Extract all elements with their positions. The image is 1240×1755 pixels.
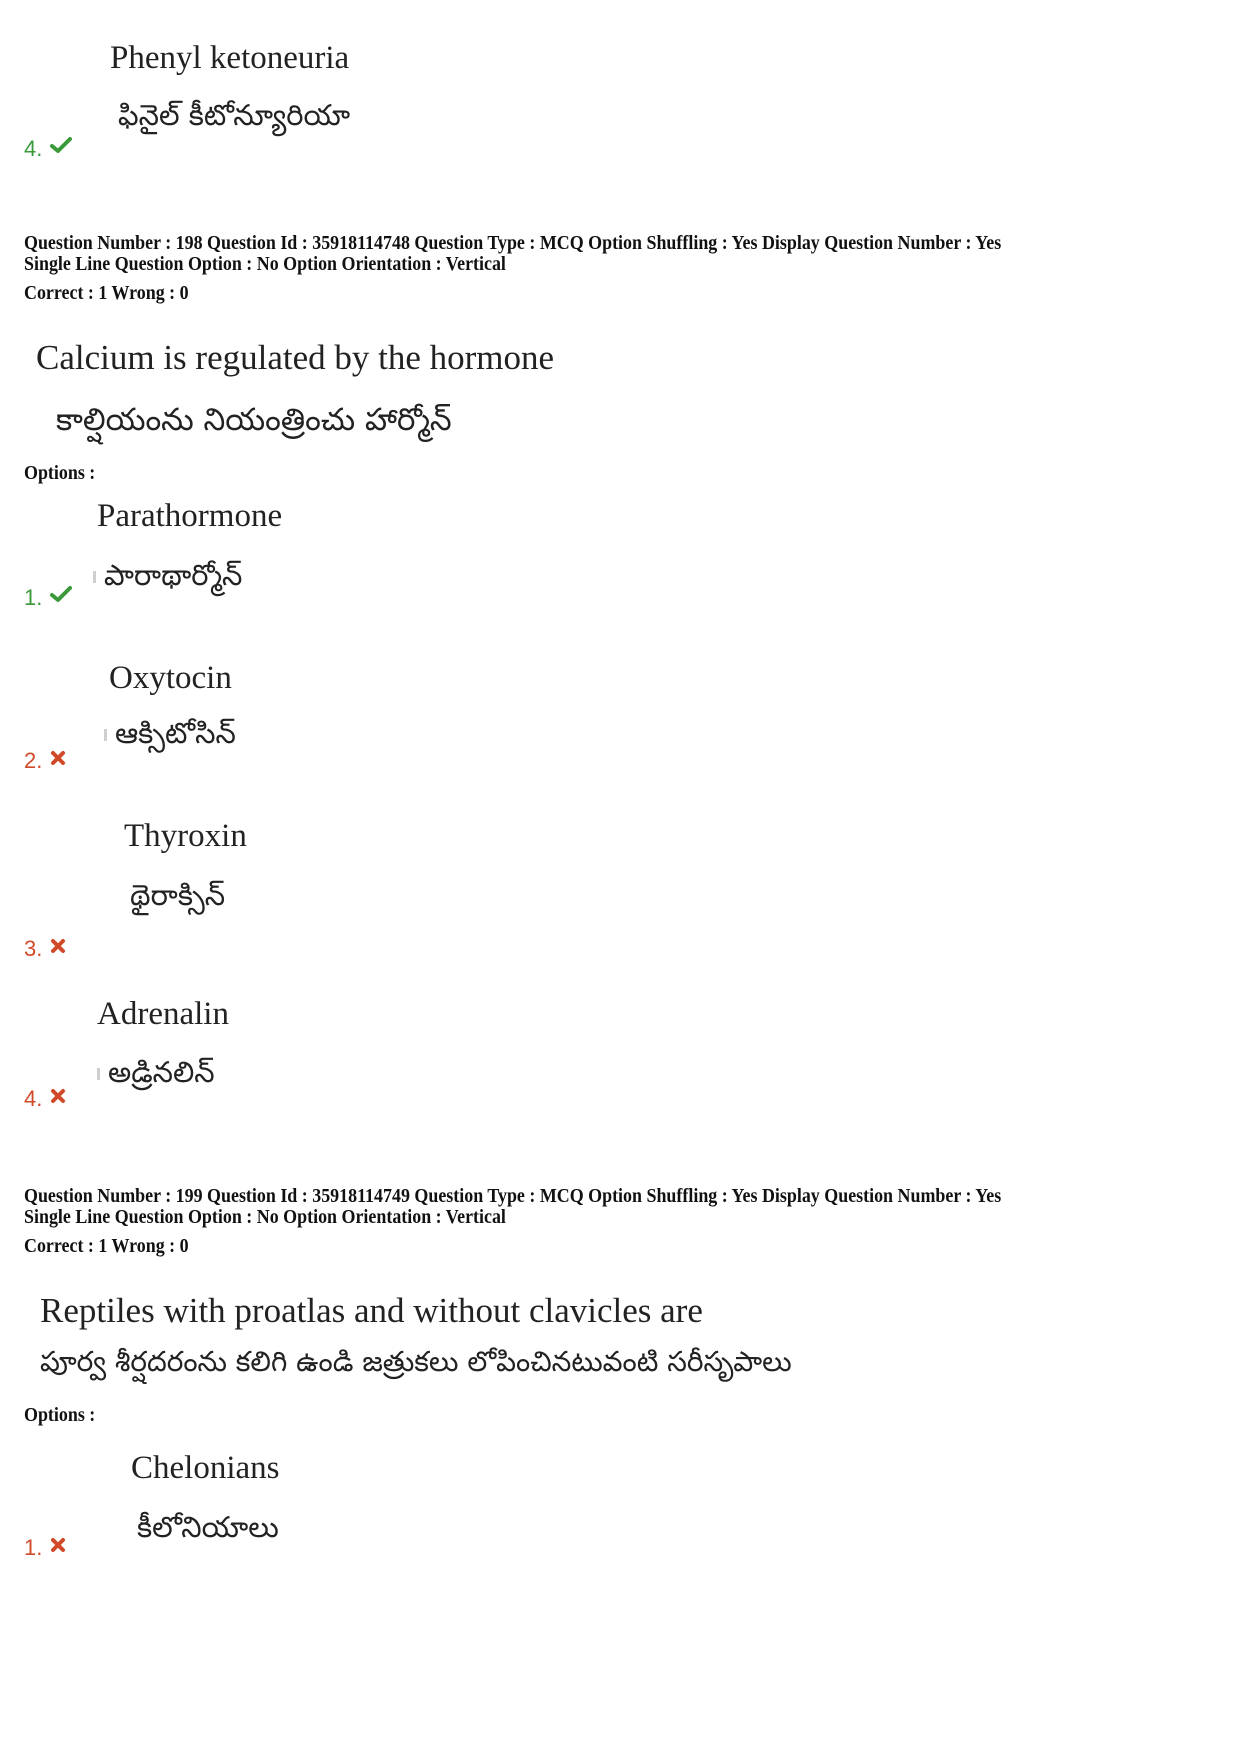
q199-meta-line-2: Single Line Question Option : No Option Orientation : Vertical — [24, 1207, 506, 1228]
cross-icon — [50, 1088, 66, 1104]
q198-option-3-english: Thyroxin — [124, 818, 247, 854]
cross-icon — [50, 750, 66, 766]
q198-option-1-telugu: పారాథార్మోన్ — [93, 558, 242, 600]
q199-question-english: Reptiles with proatlas and without clavicles are — [40, 1291, 703, 1330]
q199-option-1-english: Chelonians — [131, 1450, 280, 1486]
q198-option-4-english: Adrenalin — [97, 996, 229, 1032]
tick-mark — [97, 1068, 100, 1080]
q198-option-2-number: 2. — [24, 748, 66, 774]
q198-option-1-english: Parathormone — [97, 498, 283, 534]
q198-meta-line-2: Single Line Question Option : No Option Orientation : Vertical — [24, 254, 506, 275]
q199-option-1-telugu: కీలోనియాలు — [137, 1510, 279, 1544]
q198-option-3-telugu: థైరాక్సిన్ — [130, 878, 226, 912]
q198-options-label: Options : — [24, 463, 96, 484]
q198-meta-line-1: Question Number : 198 Question Id : 35918114748 Question Type : MCQ Option Shuffling : Yes Display Question Number : Yes — [24, 233, 1002, 254]
cross-icon — [50, 1537, 66, 1553]
q198-question-english: Calcium is regulated by the hormone — [36, 338, 555, 377]
q199-option-1-number: 1. — [24, 1535, 66, 1561]
q198-option-4-telugu: అడ్రినలిన్ — [97, 1055, 215, 1097]
q198-option-1-number: 1. — [24, 585, 72, 611]
checkmark-icon — [50, 136, 72, 154]
q198-option-2-english: Oxytocin — [109, 660, 232, 696]
q198-option-3-number: 3. — [24, 936, 66, 962]
q198-option-2-telugu: ఆక్సిటోసిన్ — [104, 716, 236, 758]
q199-question-telugu: పూర్వ శీర్షదరంను కలిగి ఉండి జత్రుకలు లోపించినటువంటి సరీసృపాలు — [40, 1345, 792, 1378]
checkmark-icon — [50, 585, 72, 603]
q199-meta-line-1: Question Number : 199 Question Id : 35918114749 Question Type : MCQ Option Shuffling : Yes Display Question Number : Yes — [24, 1186, 1002, 1207]
tick-mark — [93, 571, 96, 583]
q198-correct-wrong: Correct : 1 Wrong : 0 — [24, 283, 189, 304]
q199-options-label: Options : — [24, 1405, 96, 1426]
prev-option-4-telugu: ఫినైల్ కీటోన్యూరియా — [118, 98, 351, 132]
q198-question-telugu: కాల్షియంను నియంత్రించు హార్మోన్ — [56, 402, 452, 438]
cross-icon — [50, 938, 66, 954]
q199-correct-wrong: Correct : 1 Wrong : 0 — [24, 1236, 189, 1257]
prev-option-4-english: Phenyl ketoneuria — [110, 40, 350, 76]
prev-option-4-number: 4. — [24, 136, 72, 162]
q198-option-4-number: 4. — [24, 1086, 66, 1112]
tick-mark — [104, 729, 107, 741]
